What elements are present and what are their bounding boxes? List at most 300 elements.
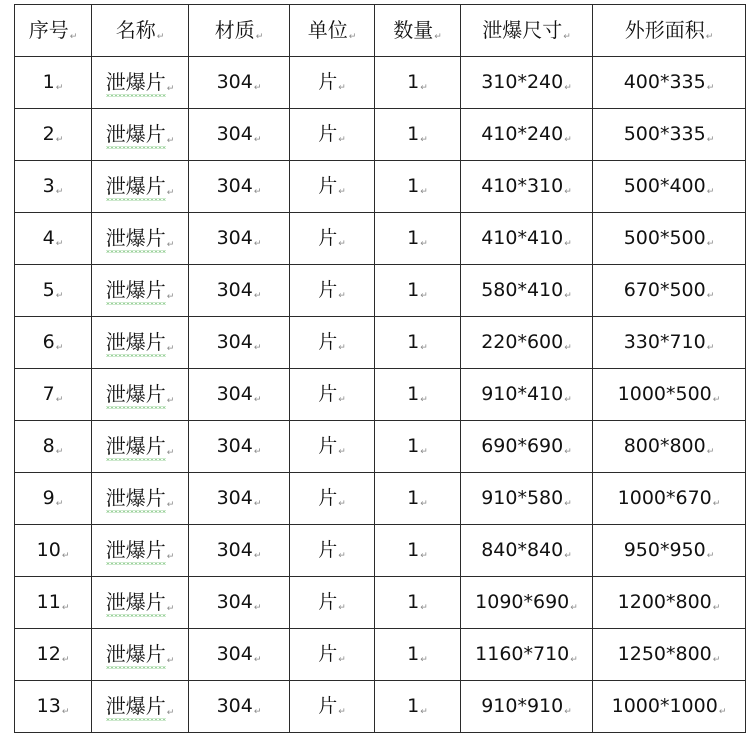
cell-name [92, 57, 189, 109]
cell-name [92, 161, 189, 213]
cell-quantity [375, 213, 461, 265]
paragraph-mark-icon: ↵ [55, 394, 64, 405]
cell-quantity-value: 1 [407, 642, 420, 665]
cell-vent-size [461, 317, 593, 369]
cell-serial-value: 2 [42, 122, 55, 145]
cell-outer-area-value: 670*500 [623, 278, 706, 301]
paragraph-mark-icon: ↵ [166, 395, 175, 406]
cell-outer-area [593, 317, 746, 369]
paragraph-mark-icon: ↵ [338, 82, 346, 93]
paragraph-mark-icon: ↵ [166, 551, 175, 562]
paragraph-mark-icon: ↵ [338, 394, 346, 405]
cell-quantity-value: 1 [407, 382, 420, 405]
cell-quantity-value: 1 [407, 590, 420, 613]
cell-quantity [375, 473, 461, 525]
cell-vent-size-value: 410*410 [481, 226, 564, 249]
cell-name-value: 泄爆片 [106, 226, 166, 253]
paragraph-mark-icon: ↵ [253, 186, 262, 197]
cell-vent-size [461, 525, 593, 577]
paragraph-mark-icon: ↵ [434, 31, 442, 42]
cell-outer-area-value: 950*950 [623, 538, 706, 561]
cell-serial [15, 265, 92, 317]
cell-quantity-value: 1 [407, 486, 420, 509]
cell-vent-size [461, 109, 593, 161]
paragraph-mark-icon: ↵ [706, 82, 715, 93]
paragraph-mark-icon: ↵ [420, 394, 428, 405]
cell-material-value: 304 [216, 330, 253, 353]
header-material [189, 5, 290, 57]
paragraph-mark-icon: ↵ [253, 602, 262, 613]
paragraph-mark-icon: ↵ [564, 446, 572, 457]
paragraph-mark-icon: ↵ [564, 498, 572, 509]
cell-name [92, 681, 189, 733]
paragraph-mark-icon: ↵ [564, 238, 572, 249]
cell-unit-value: 片 [318, 174, 338, 197]
cell-vent-size [461, 421, 593, 473]
cell-material-value: 304 [216, 486, 253, 509]
cell-vent-size [461, 213, 593, 265]
cell-outer-area-value: 500*500 [623, 226, 706, 249]
cell-quantity-value: 1 [407, 278, 420, 301]
cell-serial-value: 4 [42, 226, 55, 249]
paragraph-mark-icon: ↵ [338, 706, 346, 717]
cell-unit [290, 421, 375, 473]
cell-material-value: 304 [216, 642, 253, 665]
paragraph-mark-icon: ↵ [338, 550, 346, 561]
paragraph-mark-icon: ↵ [253, 238, 262, 249]
cell-serial [15, 213, 92, 265]
cell-quantity-value: 1 [407, 434, 420, 457]
paragraph-mark-icon: ↵ [570, 602, 578, 613]
paragraph-mark-icon: ↵ [420, 706, 428, 717]
cell-vent-size-value: 1090*690 [475, 590, 570, 613]
paragraph-mark-icon: ↵ [55, 342, 64, 353]
header-name-label: 名称 [115, 17, 156, 42]
cell-material-value: 304 [216, 538, 253, 561]
header-unit-label: 单位 [307, 17, 348, 42]
paragraph-mark-icon: ↵ [706, 186, 715, 197]
paragraph-mark-icon: ↵ [420, 446, 428, 457]
paragraph-mark-icon: ↵ [420, 186, 428, 197]
cell-unit [290, 629, 375, 681]
paragraph-mark-icon: ↵ [564, 342, 572, 353]
paragraph-mark-icon: ↵ [55, 82, 64, 93]
paragraph-mark-icon: ↵ [166, 83, 175, 94]
cell-name [92, 317, 189, 369]
cell-name [92, 421, 189, 473]
cell-serial [15, 369, 92, 421]
paragraph-mark-icon: ↵ [166, 187, 175, 198]
paragraph-mark-icon: ↵ [564, 394, 572, 405]
cell-vent-size-value: 910*910 [481, 694, 564, 717]
paragraph-mark-icon: ↵ [255, 31, 264, 42]
cell-serial [15, 577, 92, 629]
paragraph-mark-icon: ↵ [253, 446, 262, 457]
paragraph-mark-icon: ↵ [564, 82, 572, 93]
table-row [15, 369, 746, 421]
paragraph-mark-icon: ↵ [156, 31, 165, 42]
header-unit [290, 5, 375, 57]
cell-outer-area [593, 161, 746, 213]
cell-serial-value: 7 [42, 382, 55, 405]
cell-quantity [375, 629, 461, 681]
cell-outer-area-value: 500*335 [623, 122, 706, 145]
cell-vent-size-value: 840*840 [481, 538, 564, 561]
cell-material [189, 265, 290, 317]
header-row [15, 5, 746, 57]
cell-serial-value: 3 [42, 174, 55, 197]
paragraph-mark-icon: ↵ [338, 342, 346, 353]
cell-quantity [375, 577, 461, 629]
paragraph-mark-icon: ↵ [420, 134, 428, 145]
cell-serial [15, 57, 92, 109]
cell-serial-value: 9 [42, 486, 55, 509]
cell-unit-value: 片 [318, 226, 338, 249]
cell-vent-size-value: 910*580 [481, 486, 564, 509]
table-row [15, 525, 746, 577]
paragraph-mark-icon: ↵ [166, 447, 175, 458]
cell-unit [290, 525, 375, 577]
paragraph-mark-icon: ↵ [55, 186, 64, 197]
cell-unit-value: 片 [318, 122, 338, 145]
cell-vent-size [461, 57, 593, 109]
cell-outer-area-value: 1200*800 [617, 590, 712, 613]
cell-vent-size-value: 1160*710 [475, 642, 570, 665]
cell-unit-value: 片 [318, 486, 338, 509]
cell-unit [290, 369, 375, 421]
cell-unit [290, 57, 375, 109]
table-row [15, 57, 746, 109]
cell-vent-size [461, 369, 593, 421]
cell-unit [290, 473, 375, 525]
cell-vent-size-value: 410*240 [481, 122, 564, 145]
cell-serial [15, 161, 92, 213]
cell-vent-size [461, 473, 593, 525]
cell-unit [290, 213, 375, 265]
cell-material [189, 369, 290, 421]
header-quantity-label: 数量 [393, 17, 434, 42]
paragraph-mark-icon: ↵ [706, 550, 715, 561]
paragraph-mark-icon: ↵ [253, 550, 262, 561]
cell-serial [15, 525, 92, 577]
cell-quantity-value: 1 [407, 694, 420, 717]
cell-unit-value: 片 [318, 590, 338, 613]
paragraph-mark-icon: ↵ [420, 342, 428, 353]
paragraph-mark-icon: ↵ [166, 655, 175, 666]
cell-unit-value: 片 [318, 278, 338, 301]
paragraph-mark-icon: ↵ [55, 498, 64, 509]
cell-unit [290, 109, 375, 161]
paragraph-mark-icon: ↵ [166, 239, 175, 250]
cell-quantity-value: 1 [407, 538, 420, 561]
paragraph-mark-icon: ↵ [338, 134, 346, 145]
cell-serial [15, 473, 92, 525]
paragraph-mark-icon: ↵ [61, 550, 70, 561]
cell-material [189, 421, 290, 473]
header-material-label: 材质 [214, 17, 255, 42]
cell-outer-area-value: 1250*800 [617, 642, 712, 665]
table-row [15, 317, 746, 369]
paragraph-mark-icon: ↵ [166, 135, 175, 146]
paragraph-mark-icon: ↵ [420, 290, 428, 301]
paragraph-mark-icon: ↵ [564, 290, 572, 301]
header-outer-area [593, 5, 746, 57]
table-row [15, 681, 746, 733]
cell-serial [15, 629, 92, 681]
cell-serial-value: 1 [42, 70, 55, 93]
cell-name-value: 泄爆片 [106, 330, 166, 357]
paragraph-mark-icon: ↵ [55, 290, 64, 301]
header-serial-label: 序号 [28, 17, 69, 42]
cell-name [92, 629, 189, 681]
cell-serial-value: 12 [36, 642, 61, 665]
cell-outer-area-value: 330*710 [623, 330, 706, 353]
cell-outer-area [593, 213, 746, 265]
cell-material [189, 629, 290, 681]
cell-name [92, 525, 189, 577]
paragraph-mark-icon: ↵ [253, 498, 262, 509]
cell-material [189, 525, 290, 577]
paragraph-mark-icon: ↵ [570, 654, 578, 665]
cell-unit [290, 161, 375, 213]
cell-quantity [375, 161, 461, 213]
cell-name [92, 577, 189, 629]
paragraph-mark-icon: ↵ [166, 603, 175, 614]
cell-material-value: 304 [216, 434, 253, 457]
cell-outer-area-value: 1000*500 [617, 382, 712, 405]
cell-outer-area [593, 421, 746, 473]
table-row [15, 473, 746, 525]
cell-name-value: 泄爆片 [106, 694, 166, 721]
cell-quantity-value: 1 [407, 330, 420, 353]
paragraph-mark-icon: ↵ [253, 290, 262, 301]
cell-material-value: 304 [216, 694, 253, 717]
paragraph-mark-icon: ↵ [61, 706, 70, 717]
paragraph-mark-icon: ↵ [706, 134, 715, 145]
cell-name [92, 109, 189, 161]
cell-unit-value: 片 [318, 330, 338, 353]
cell-unit-value: 片 [318, 642, 338, 665]
paragraph-mark-icon: ↵ [61, 602, 70, 613]
cell-outer-area [593, 473, 746, 525]
paragraph-mark-icon: ↵ [712, 394, 721, 405]
cell-outer-area [593, 629, 746, 681]
paragraph-mark-icon: ↵ [348, 31, 357, 42]
cell-unit [290, 317, 375, 369]
table-row [15, 421, 746, 473]
cell-quantity [375, 317, 461, 369]
paragraph-mark-icon: ↵ [706, 238, 715, 249]
cell-unit-value: 片 [318, 382, 338, 405]
cell-vent-size-value: 220*600 [481, 330, 564, 353]
cell-material-value: 304 [216, 226, 253, 249]
cell-vent-size-value: 580*410 [481, 278, 564, 301]
header-name [92, 5, 189, 57]
paragraph-mark-icon: ↵ [253, 706, 262, 717]
paragraph-mark-icon: ↵ [420, 498, 428, 509]
cell-material-value: 304 [216, 590, 253, 613]
cell-unit-value: 片 [318, 70, 338, 93]
cell-material-value: 304 [216, 382, 253, 405]
cell-quantity [375, 109, 461, 161]
cell-material [189, 577, 290, 629]
cell-name-value: 泄爆片 [106, 70, 166, 97]
cell-quantity-value: 1 [407, 70, 420, 93]
cell-vent-size [461, 161, 593, 213]
cell-outer-area [593, 681, 746, 733]
cell-quantity [375, 421, 461, 473]
table-row [15, 213, 746, 265]
paragraph-mark-icon: ↵ [706, 446, 715, 457]
cell-serial-value: 11 [36, 590, 61, 613]
paragraph-mark-icon: ↵ [564, 706, 572, 717]
cell-material-value: 304 [216, 70, 253, 93]
header-vent-size-label: 泄爆尺寸 [482, 17, 563, 42]
cell-serial [15, 109, 92, 161]
paragraph-mark-icon: ↵ [61, 654, 70, 665]
cell-serial-value: 8 [42, 434, 55, 457]
paragraph-mark-icon: ↵ [55, 134, 64, 145]
cell-serial [15, 317, 92, 369]
paragraph-mark-icon: ↵ [712, 654, 721, 665]
paragraph-mark-icon: ↵ [338, 290, 346, 301]
cell-quantity [375, 57, 461, 109]
cell-vent-size [461, 577, 593, 629]
cell-vent-size-value: 310*240 [481, 70, 564, 93]
cell-name-value: 泄爆片 [106, 434, 166, 461]
cell-name [92, 473, 189, 525]
cell-name-value: 泄爆片 [106, 590, 166, 617]
cell-material [189, 317, 290, 369]
cell-unit-value: 片 [318, 538, 338, 561]
cell-material-value: 304 [216, 122, 253, 145]
cell-quantity [375, 265, 461, 317]
paragraph-mark-icon: ↵ [705, 31, 714, 42]
paragraph-mark-icon: ↵ [338, 238, 346, 249]
paragraph-mark-icon: ↵ [166, 343, 175, 354]
cell-vent-size-value: 690*690 [481, 434, 564, 457]
header-quantity [375, 5, 461, 57]
header-outer-area-label: 外形面积 [624, 17, 705, 42]
cell-unit [290, 577, 375, 629]
paragraph-mark-icon: ↵ [338, 446, 346, 457]
paragraph-mark-icon: ↵ [706, 342, 715, 353]
cell-vent-size [461, 681, 593, 733]
cell-unit [290, 681, 375, 733]
paragraph-mark-icon: ↵ [253, 134, 262, 145]
cell-material [189, 473, 290, 525]
cell-serial-value: 6 [42, 330, 55, 353]
header-serial [15, 5, 92, 57]
paragraph-mark-icon: ↵ [338, 602, 346, 613]
cell-vent-size-value: 410*310 [481, 174, 564, 197]
cell-serial [15, 681, 92, 733]
paragraph-mark-icon: ↵ [166, 291, 175, 302]
cell-serial-value: 5 [42, 278, 55, 301]
cell-material [189, 213, 290, 265]
cell-outer-area [593, 265, 746, 317]
cell-material [189, 681, 290, 733]
paragraph-mark-icon: ↵ [420, 82, 428, 93]
table-body [15, 57, 746, 733]
cell-unit [290, 265, 375, 317]
cell-outer-area [593, 525, 746, 577]
paragraph-mark-icon: ↵ [69, 31, 78, 42]
cell-outer-area-value: 400*335 [623, 70, 706, 93]
paragraph-mark-icon: ↵ [338, 654, 346, 665]
cell-material [189, 109, 290, 161]
table-row [15, 161, 746, 213]
table-row [15, 629, 746, 681]
cell-vent-size [461, 265, 593, 317]
cell-outer-area [593, 577, 746, 629]
paragraph-mark-icon: ↵ [564, 134, 572, 145]
paragraph-mark-icon: ↵ [166, 707, 175, 718]
paragraph-mark-icon: ↵ [253, 342, 262, 353]
cell-name-value: 泄爆片 [106, 174, 166, 201]
cell-name [92, 369, 189, 421]
table-row [15, 109, 746, 161]
cell-quantity-value: 1 [407, 174, 420, 197]
paragraph-mark-icon: ↵ [338, 186, 346, 197]
cell-name-value: 泄爆片 [106, 486, 166, 513]
cell-unit-value: 片 [318, 434, 338, 457]
paragraph-mark-icon: ↵ [253, 654, 262, 665]
cell-outer-area [593, 109, 746, 161]
cell-outer-area-value: 800*800 [623, 434, 706, 457]
header-vent-size [461, 5, 593, 57]
paragraph-mark-icon: ↵ [564, 186, 572, 197]
cell-vent-size [461, 629, 593, 681]
spec-table [14, 4, 746, 733]
paragraph-mark-icon: ↵ [712, 602, 721, 613]
paragraph-mark-icon: ↵ [718, 706, 727, 717]
cell-outer-area-value: 500*400 [623, 174, 706, 197]
paragraph-mark-icon: ↵ [166, 499, 175, 510]
paragraph-mark-icon: ↵ [420, 238, 428, 249]
paragraph-mark-icon: ↵ [338, 498, 346, 509]
paragraph-mark-icon: ↵ [55, 238, 64, 249]
paragraph-mark-icon: ↵ [420, 550, 428, 561]
cell-material [189, 57, 290, 109]
cell-material-value: 304 [216, 278, 253, 301]
paragraph-mark-icon: ↵ [564, 550, 572, 561]
cell-name-value: 泄爆片 [106, 642, 166, 669]
paragraph-mark-icon: ↵ [420, 654, 428, 665]
paragraph-mark-icon: ↵ [706, 290, 715, 301]
cell-name-value: 泄爆片 [106, 122, 166, 149]
cell-outer-area [593, 369, 746, 421]
cell-outer-area-value: 1000*1000 [611, 694, 718, 717]
paragraph-mark-icon: ↵ [563, 31, 571, 42]
cell-name-value: 泄爆片 [106, 538, 166, 565]
cell-quantity [375, 369, 461, 421]
cell-outer-area [593, 57, 746, 109]
cell-quantity [375, 525, 461, 577]
table-row [15, 577, 746, 629]
paragraph-mark-icon: ↵ [55, 446, 64, 457]
cell-name-value: 泄爆片 [106, 382, 166, 409]
cell-material-value: 304 [216, 174, 253, 197]
paragraph-mark-icon: ↵ [253, 82, 262, 93]
cell-serial-value: 10 [36, 538, 61, 561]
cell-serial-value: 13 [36, 694, 61, 717]
cell-material [189, 161, 290, 213]
cell-quantity-value: 1 [407, 226, 420, 249]
table-row [15, 265, 746, 317]
cell-quantity [375, 681, 461, 733]
cell-name [92, 265, 189, 317]
